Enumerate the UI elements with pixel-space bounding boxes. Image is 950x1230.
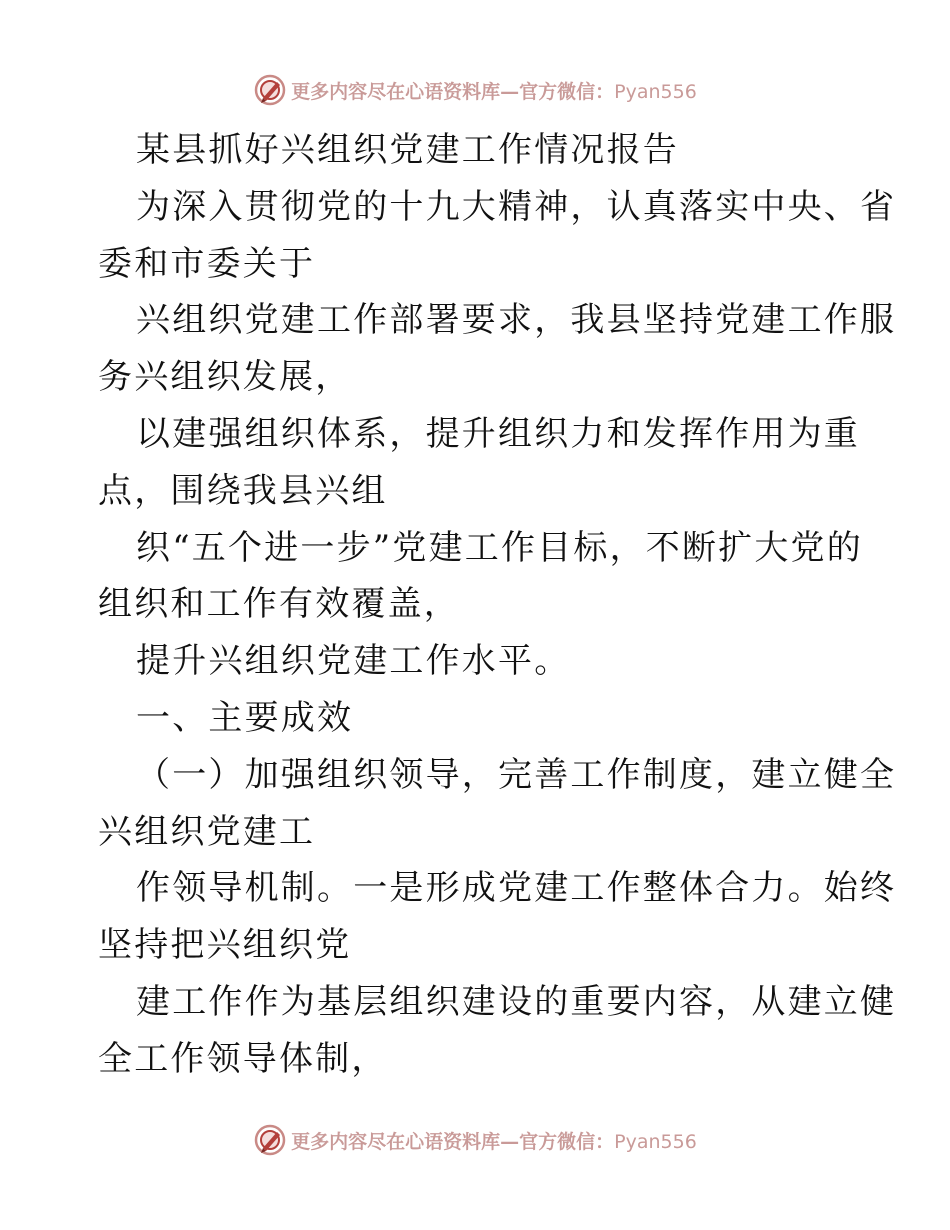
document-title: 某县抓好兴组织党建工作情况报告 xyxy=(136,130,679,170)
paragraph-line: 提升兴组织党建工作水平。 xyxy=(136,641,571,682)
paragraph-line: 兴组织党建工 xyxy=(98,811,316,852)
header-watermark xyxy=(0,70,950,110)
paragraph-line: 坚持把兴组织党 xyxy=(98,925,352,966)
paragraph-line: 作领导机制。一是形成党建工作整体合力。始终 xyxy=(136,868,897,909)
pen-logo-icon xyxy=(253,73,287,107)
paragraph-line: 组织和工作有效覆盖， xyxy=(98,584,460,625)
watermark-text: 更多内容尽在心语资料库—官方微信： xyxy=(291,80,615,103)
paragraph-line: 为深入贯彻党的十九大精神，认真落实中央、省 xyxy=(136,186,897,227)
footer-watermark xyxy=(0,1120,950,1160)
paragraph-line: 委和市委关于 xyxy=(98,243,316,284)
document-body xyxy=(98,122,897,1088)
paragraph-line: （一）加强组织领导，完善工作制度，建立健全 xyxy=(136,754,897,795)
watermark-text: 更多内容尽在心语资料库—官方微信： xyxy=(291,1130,615,1153)
watermark-wechat-id: Pyan556 xyxy=(614,80,697,103)
paragraph-line: 全工作领导体制， xyxy=(98,1038,388,1079)
paragraph-line: 务兴组织发展， xyxy=(98,357,352,398)
paragraph-line: 点，围绕我县兴组 xyxy=(98,470,388,511)
paragraph-line: 建工作作为基层组织建设的重要内容，从建立健 xyxy=(136,981,897,1022)
section-heading: 一、主要成效 xyxy=(136,697,354,738)
paragraph-line: 兴组织党建工作部署要求，我县坚持党建工作服 xyxy=(136,300,897,341)
watermark-wechat-id: Pyan556 xyxy=(614,1130,697,1153)
pen-logo-icon xyxy=(253,1123,287,1157)
paragraph-line: 以建强组织体系，提升组织力和发挥作用为重 xyxy=(136,413,860,454)
paragraph-line: 织“五个进一步”党建工作目标，不断扩大党的 xyxy=(136,527,863,568)
